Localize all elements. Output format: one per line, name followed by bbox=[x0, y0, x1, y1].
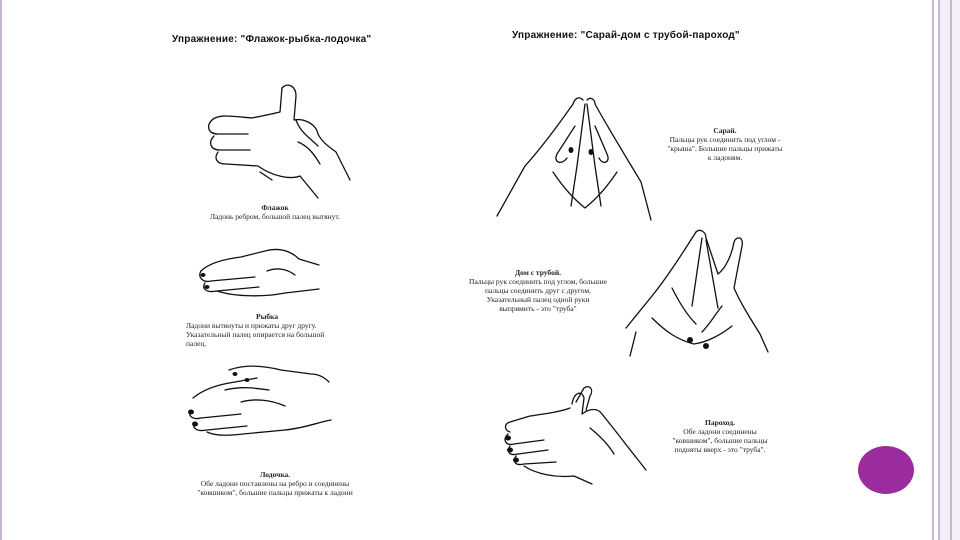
hand-fish-icon bbox=[195, 245, 325, 305]
steamer-text-line-3: подняты вверх - это "труба". bbox=[674, 445, 766, 454]
slide-side-line bbox=[950, 0, 952, 540]
hand-boat-icon bbox=[185, 360, 335, 445]
house-text-line-2: пальцы соединить друг с другом. bbox=[484, 286, 592, 295]
fish-caption bbox=[186, 312, 324, 348]
flag-text-line: Ладонь ребром, большой палец вытянут. bbox=[209, 212, 340, 221]
hand-steamer-icon bbox=[500, 384, 650, 484]
barn-text-line-3: к ладоням. bbox=[707, 153, 743, 162]
right-exercise-title: Упражнение: "Сарай-дом с трубой-пароход" bbox=[512, 30, 740, 41]
steamer-text-line-1: Обе ладони соединены bbox=[683, 427, 757, 436]
barn-name: Сарай. bbox=[713, 126, 737, 135]
hand-house-icon bbox=[622, 228, 772, 358]
boat-name: Лодочка. bbox=[259, 470, 291, 479]
barn-text-line-1: Пальцы рук соединить под углом - bbox=[669, 135, 781, 144]
boat-caption bbox=[180, 470, 370, 497]
barn-caption bbox=[650, 126, 800, 162]
steamer-name: Пароход. bbox=[705, 418, 735, 427]
house-caption bbox=[458, 268, 618, 313]
fish-text-line-3: палец. bbox=[186, 339, 207, 348]
hand-flag-icon bbox=[200, 80, 370, 200]
house-text-line-4: выпрямить - это "труба" bbox=[499, 304, 577, 313]
slide-side-band bbox=[938, 0, 960, 540]
steamer-caption bbox=[650, 418, 790, 454]
house-text-line-3: Указательный палец одной руки bbox=[486, 295, 590, 304]
barn-text-line-2: "крыша". Большие пальцы прижаты bbox=[667, 144, 783, 153]
house-name: Дом с трубой. bbox=[514, 268, 562, 277]
boat-text-line-1: Обе ладони поставлены на ребро и соединены bbox=[200, 479, 350, 488]
fish-text-line-2: Указательный палец опирается на большой bbox=[186, 330, 325, 339]
slide-accent-circle bbox=[858, 446, 914, 494]
fish-name: Рыбка bbox=[256, 312, 279, 321]
fish-text-line-1: Ладони вытянуты и прижаты друг другу. bbox=[186, 321, 317, 330]
flag-name: Флажок bbox=[261, 203, 289, 212]
steamer-text-line-2: "ковшиком", большие пальцы bbox=[672, 436, 768, 445]
boat-text-line-2: "ковшиком", большие пальцы прижаты к ладони bbox=[197, 488, 353, 497]
house-text-line-1: Пальцы рук соединить под углом, большие bbox=[469, 277, 607, 286]
hand-barn-icon bbox=[495, 96, 655, 226]
left-exercise-title: Упражнение: "Флажок-рыбка-лодочка" bbox=[172, 34, 372, 45]
flag-caption bbox=[190, 203, 360, 221]
